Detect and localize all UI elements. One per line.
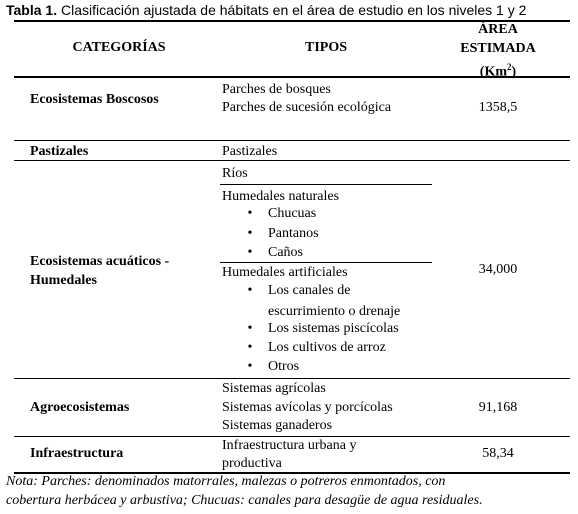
natural-pantanos: Pantanos: [268, 226, 319, 241]
tipo-agro-2: Sistemas avícolas y porcícolas: [222, 400, 393, 415]
header-area: [426, 20, 570, 82]
tipo-pastizales: Pastizales: [222, 144, 278, 159]
categoria-agro: Agroecosistemas: [30, 400, 130, 415]
tipo-agro-1: Sistemas agrícolas: [222, 381, 326, 396]
header-area-line1: ÁREA: [478, 22, 518, 37]
bullet-icon: •: [247, 340, 253, 355]
artificial-arroz: Los cultivos de arroz: [268, 340, 386, 355]
table-title: Clasificación ajustada de hábitats en el área de estudio en los niveles 1 y 2: [57, 2, 527, 18]
categoria-boscosos: Ecosistemas Boscosos: [30, 92, 159, 107]
note-line1: Nota: Parches: denominados matorrales, malezas o potreros enmontados, con: [6, 474, 446, 489]
row-rule-boscosos: [14, 140, 570, 141]
tipo-rios: Ríos: [222, 166, 248, 181]
tipo-boscosos-1: Parches de bosques: [222, 82, 331, 97]
categoria-acuaticos-line1: Ecosistemas acuáticos -: [30, 254, 170, 269]
area-agro: 91,168: [478, 400, 518, 415]
tipo-boscosos-2: Parches de sucesión ecológica: [222, 100, 392, 115]
bullet-icon: •: [247, 226, 253, 241]
sub-rule-rios: [220, 184, 432, 185]
header-area-line2: ESTIMADA: [460, 41, 536, 56]
artificial-otros: Otros: [268, 359, 300, 374]
header-area-unit-exponent: 2: [507, 62, 512, 72]
categoria-pastizales: Pastizales: [30, 144, 89, 159]
bullet-icon: •: [247, 359, 253, 374]
artificial-canales-cont: escurrimiento o drenaje: [268, 304, 401, 319]
table-note: [6, 472, 572, 510]
humedales-naturales-title: Humedales naturales: [222, 189, 340, 204]
tipo-infra-1: Infraestructura urbana y: [222, 438, 357, 453]
categoria-infra: Infraestructura: [30, 446, 124, 461]
area-infra: 58,34: [482, 446, 514, 461]
bullet-icon: •: [247, 245, 253, 260]
natural-chucuas: Chucuas: [268, 206, 317, 221]
tipo-infra-2: productiva: [222, 456, 282, 471]
header-area-line3: [426, 58, 570, 82]
table-caption: [6, 0, 576, 20]
artificial-piscicolas: Los sistemas piscícolas: [268, 321, 399, 336]
bullet-icon: •: [247, 283, 253, 298]
area-acuaticos: 34,000: [478, 262, 518, 277]
row-rule-pastizales: [14, 160, 570, 161]
bullet-icon: •: [247, 206, 253, 221]
natural-canos: Caños: [268, 245, 303, 260]
categoria-acuaticos: [30, 252, 169, 290]
note-line2: cobertura herbácea y arbustiva; Chucuas: canales para desagüe de agua residuales.: [6, 493, 483, 508]
table-number: Tabla 1.: [6, 2, 58, 18]
header-area-unit-close: ): [511, 64, 517, 80]
categoria-acuaticos-line2: Humedales: [30, 273, 97, 288]
tipo-agro-3: Sistemas ganaderos: [222, 418, 333, 433]
header-categorias: CATEGORÍAS: [72, 40, 166, 55]
artificial-canales: Los canales de: [268, 283, 351, 298]
header-area-unit: (Km: [479, 64, 508, 80]
humedales-artificiales-title: Humedales artificiales: [222, 265, 348, 280]
area-boscosos: 1358,5: [478, 100, 518, 115]
header-tipos: TIPOS: [304, 40, 347, 55]
bullet-icon: •: [247, 321, 253, 336]
